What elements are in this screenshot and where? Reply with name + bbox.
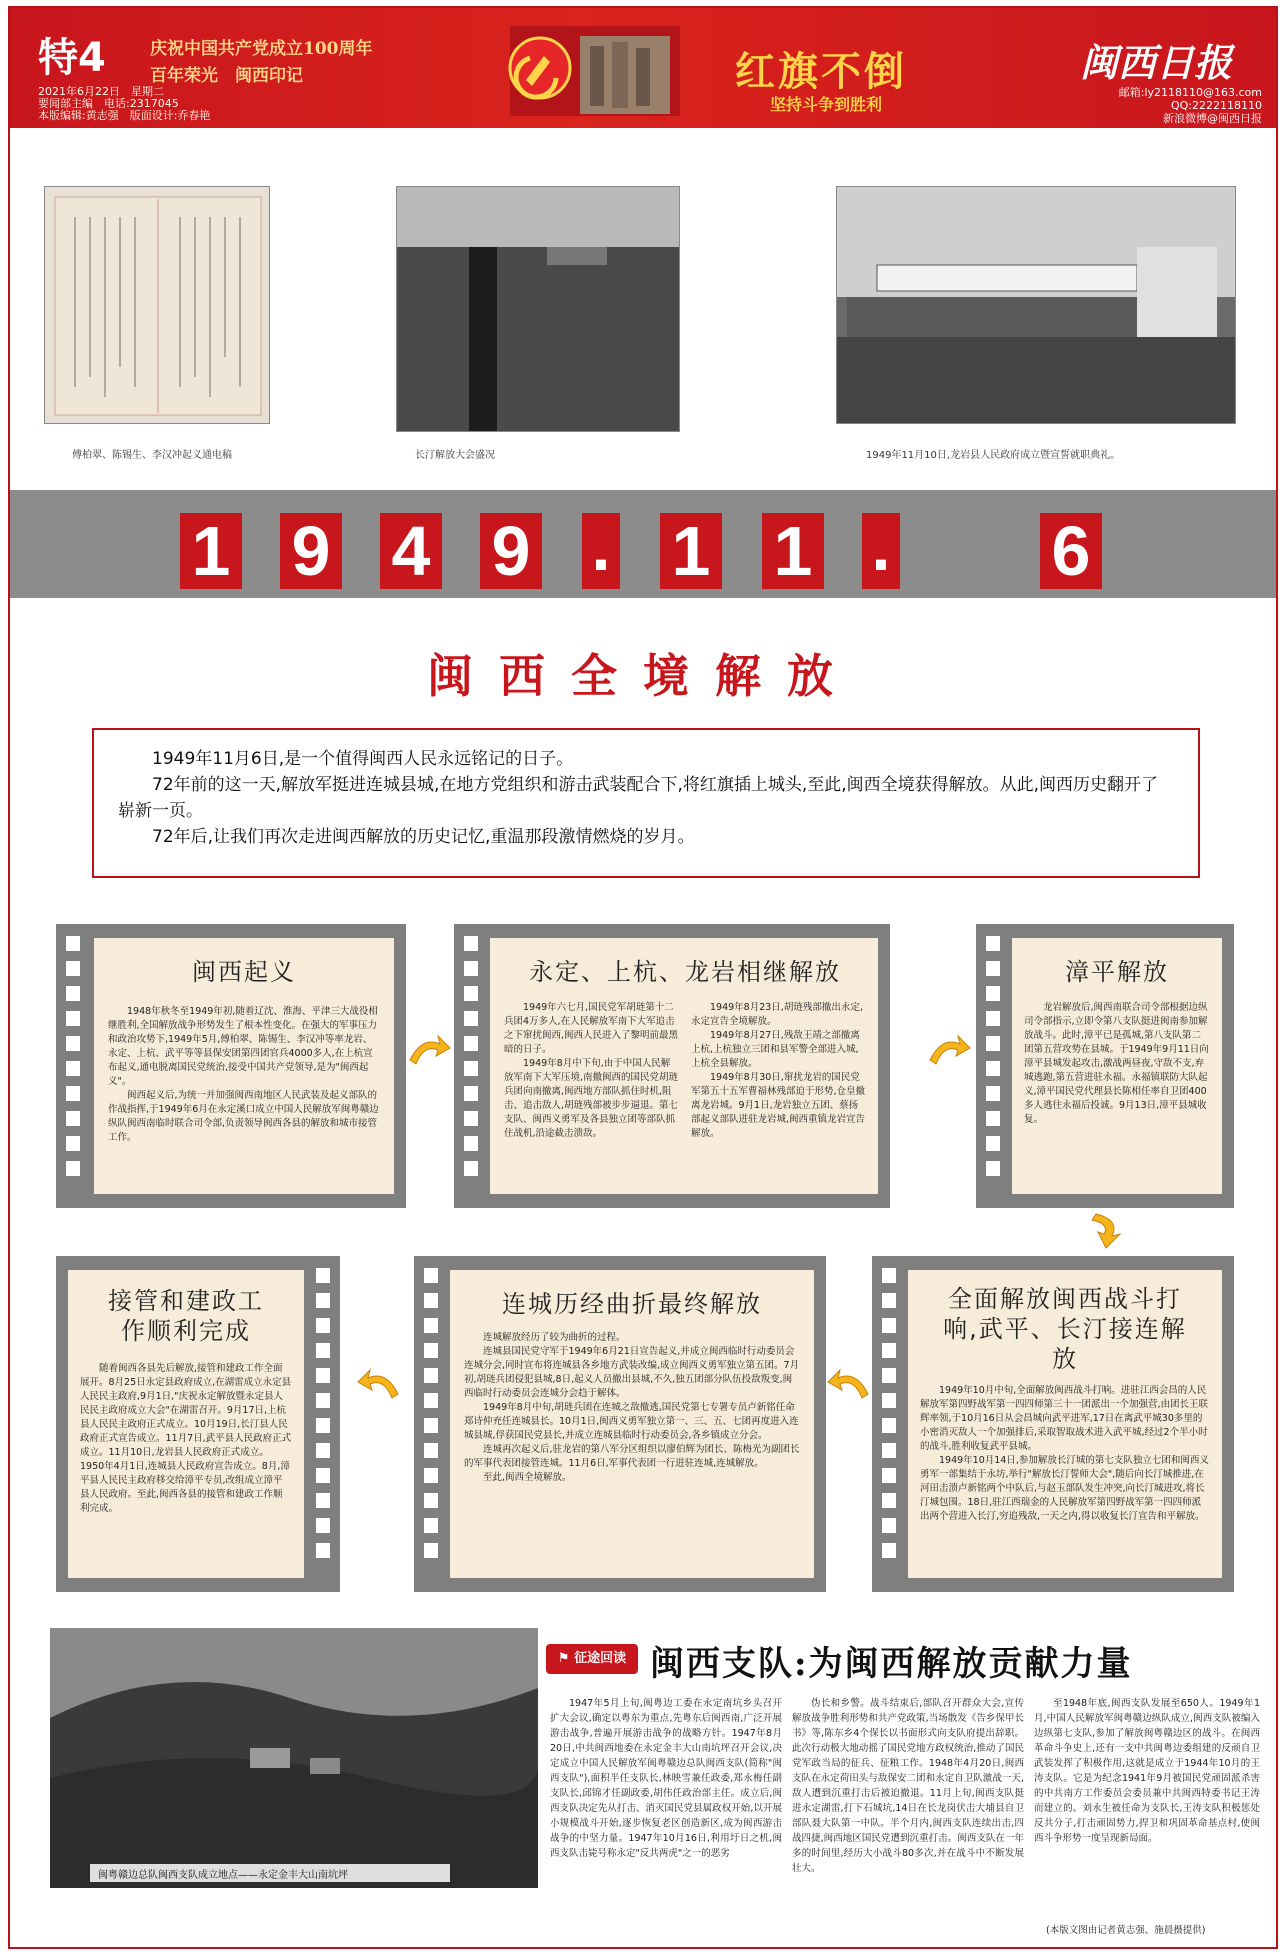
article-column-2: 伪长和乡警。战斗结束后,部队召开群众大会,宣传解放战争胜利形势和共产党政策,当场散发《告乡保甲长书》等,陈东乡4个保长以书面形式向支队府提出辞职。此次行动极大地动摇了国民党地方政权统治,推动了国民党军政当局的征兵、征粮工作。1948年4月20日,闽西支队在永定荷田头与敌保安二团和永定自卫队激战一天,敌人遭到沉重打击后被迫撤退。11月上旬,闽西支队挺进永定湖雷,打下石城坑,14日在长龙岗伏击大埔县自卫部队聂大队第一中队。半个月内,闽西支队连续出击,四战四捷,闽西地区国民党遭到沉重打击。闽西支队在一年多的时间里,经历大小战斗80多次,并在战斗中不断发展壮大。 bbox=[792, 1698, 1024, 1874]
photo-nankengping bbox=[50, 1628, 538, 1888]
document-image bbox=[45, 187, 270, 424]
qq: QQ:2222118110 bbox=[1170, 99, 1262, 112]
curved-arrow-right-icon bbox=[406, 1030, 452, 1070]
photo-credit: (本版文图由记者黄志强、施晨摄提供) bbox=[1046, 1925, 1206, 1936]
story-card bbox=[490, 938, 878, 1194]
mountain-village-image bbox=[50, 1628, 538, 1888]
article-column-3: 至1948年底,闽西支队发展至650人。1949年1月,中国人民解放军闽粤赣边纵队成立,闽西支队被编入边纵第七支队,参加了解放闽粤赣边区的战斗。在闽西革命斗争史上,还有一支中共闽粤边委组建的反顽自卫武装发挥了积极作用,这就是成立于1944年10月的王涛支队。它是为纪念1941年9月被国民党顽固派杀害的中共南方工作委员会委员兼中共闽西特委书记王涛而建立的。刘永生被任命为支队长,王涛支队积极惩处反共分子,打击顽固势力,捍卫和巩固革命基点村,使闽西斗争形势一度呈现新局面。 bbox=[1034, 1698, 1260, 1844]
intro-paragraph: 72年后,让我们再次走进闽西解放的历史记忆,重温那段激情燃烧的岁月。 bbox=[152, 827, 695, 847]
card-text: 1949年10月中旬,全面解放闽西战斗打响。进驻江西会昌的人民解放军第四野战军第一四四师第三十一团派出一个加强营,由团长王联辉率领,于10月16日从会昌城向武平进军,17日在离武平城30多里的小密消灭敌人一个加强排后,采取智取战术进入武平城,经过2个半小时的战斗,胜利收复武平县城。 bbox=[920, 1385, 1209, 1452]
photo-changting-rally bbox=[396, 186, 680, 432]
film-holes bbox=[986, 936, 1000, 1196]
card-text: 1949年8月30日,窜扰龙岩的国民党军第五十五军曹福林残部迫于形势,仓皇撤离龙岩城。9月1日,龙岩独立五团、蔡扬部起义部队进驻龙岩城,闽西重镇龙岩宣告解放。 bbox=[691, 1072, 866, 1139]
party-emblem-monument-icon bbox=[470, 16, 710, 120]
film-holes bbox=[424, 1268, 438, 1580]
masthead bbox=[10, 8, 1276, 128]
story-card bbox=[450, 1270, 814, 1578]
contact-info bbox=[1119, 86, 1262, 125]
title-line1: 庆祝中国共产党成立100周年 bbox=[150, 39, 373, 59]
issue-date: 2021年6月22日 星期二 bbox=[38, 85, 164, 98]
editor-line: 要闻部主编 电话:2317045 bbox=[38, 97, 179, 110]
date-digit: 9 bbox=[480, 513, 542, 589]
tag-label: 征途回读 bbox=[574, 1651, 627, 1666]
film-holes bbox=[316, 1268, 330, 1580]
photo-caption-3: 1949年11月10日,龙岩县人民政府成立暨宣誓就职典礼。 bbox=[866, 450, 1121, 461]
bottom-headline: 闽西支队:为闽西解放贡献力量 bbox=[650, 1644, 1133, 1684]
card-title: 全面解放闽西战斗打响,武平、长汀接连解放 bbox=[943, 1285, 1187, 1373]
curved-arrow-right-icon bbox=[926, 1030, 972, 1070]
intro-paragraph: 72年前的这一天,解放军挺进连城县城,在地方党组织和游击武装配合下,将红旗插上城头,至此,闽西全境获得解放。从此,闽西历史翻开了崭新一页。 bbox=[118, 775, 1159, 821]
section-tag bbox=[546, 1644, 638, 1674]
masthead-title bbox=[150, 34, 373, 86]
card-text: 闽西起义后,为统一并加强闽西南地区人民武装及起义部队的作战指挥,于1949年6月在永定溪口成立中国人民解放军闽粤赣边纵队闽西南临时联合司令部,负责领导闽西各县的解放和城市接管工作。 bbox=[108, 1090, 379, 1143]
sub-slogan: 坚持斗争到胜利 bbox=[770, 95, 883, 114]
newspaper-logo: 闽西日报 bbox=[1080, 40, 1233, 85]
film-frame-5 bbox=[414, 1256, 826, 1592]
story-card bbox=[94, 938, 394, 1194]
email: 邮箱:ly2118110@163.com bbox=[1118, 86, 1262, 99]
intro-paragraph: 1949年11月6日,是一个值得闽西人民永远铭记的日子。 bbox=[152, 749, 574, 769]
card-title: 闽西起义 bbox=[192, 958, 296, 986]
card-title: 连城历经曲折最终解放 bbox=[502, 1290, 762, 1318]
date-digit: 4 bbox=[380, 513, 442, 589]
date-dot: . bbox=[862, 513, 900, 589]
card-text: 连城县国民党守军于1949年6月21日宣告起义,并成立闽西临时行动委员会连城分会,同时宣布将连城县各乡地方武装改编,成立闽西义勇军独立第五团。7月初,胡琏兵团侵犯县城,8日,起义人员撤出县城,不久,独五团部分队伍投敌叛变,闽西临时行动委员会连城分会趋于解体。 bbox=[464, 1346, 800, 1399]
card-text: 连城解放经历了较为曲折的过程。 bbox=[483, 1332, 626, 1343]
party-flag-icon: ⚑ bbox=[557, 1651, 575, 1666]
card-text: 1949年8月中旬,胡琏兵团在连城之敌撤逃,国民党第七专署专员卢新铭任命郑诗仲充任连城县长。10月1日,闽西义勇军独立第一、三、五、七团再度进入连城县城,俘获国民党县长,并成立连城县临时行动委员会,各乡镇成立分会。 bbox=[464, 1402, 799, 1441]
page-number: 特4 bbox=[38, 35, 106, 81]
card-text: 1949年8月中下旬,由于中国人民解放军南下大军压境,南撤闽西的国民党胡琏兵团向南撤离,闽西地方部队抓住时机,阻击、追击敌人,胡琏残部被步步逼退。第七支队、闽西义勇军及各县独立团等部队抓住战机,沿途截击溃敌。 bbox=[504, 1058, 679, 1139]
slogan: 红旗不倒 bbox=[735, 49, 907, 95]
date-digit: 1 bbox=[660, 513, 722, 589]
story-card bbox=[1012, 938, 1222, 1194]
card-text: 1948年秋冬至1949年初,随着辽沈、淮海、平津三大战役相继胜利,全国解放战争形势发生了根本性变化。在强大的军事压力和政治攻势下,1949年5月,傅柏翠、陈锡生、李汉冲等率龙岩、永定、上杭、武平等等县保安团第四团官兵4000多人,在上杭宣布起义,通电脱离国民党统治,接受中国共产党领导,是为"闽西起义"。 bbox=[108, 1006, 378, 1087]
film-frame-6 bbox=[56, 1256, 340, 1592]
photo-caption-4: 闽粤赣边总队闽西支队成立地点——永定金丰大山南坑坪 bbox=[98, 1870, 348, 1881]
film-holes bbox=[464, 936, 478, 1196]
edition-meta bbox=[38, 86, 210, 122]
photo-longyan-ceremony bbox=[836, 186, 1236, 424]
card-title: 漳平解放 bbox=[1065, 958, 1169, 986]
card-text: 1949年六七月,国民党军胡琏第十二兵团4万多人,在人民解放军南下大军追击之下窜扰闽西,闽西人民进入了黎明前最黑暗的日子。 bbox=[504, 1002, 679, 1055]
card-text: 至此,闽西全境解放。 bbox=[483, 1472, 572, 1483]
card-text: 龙岩解放后,闽西南联合司令部根据边纵司令部指示,立即令第八支队挺进闽南参加解放战斗。此时,漳平已是孤城,第八支队第二团第五营攻势在县城。于1949年9月11日向漳平县城发起攻击,激战两昼夜,守敌不支,弃城逃跑,第五营进驻永福。永福镇联防大队起义,漳平国民党代理县长陈相任率自卫团400多人逃往永福后投诚。9月13日,漳平县城收复。 bbox=[1024, 1002, 1209, 1125]
card-title: 接管和建政工作顺利完成 bbox=[108, 1287, 264, 1345]
date-digit: 9 bbox=[280, 513, 342, 589]
title-line2: 百年荣光 闽西印记 bbox=[150, 66, 303, 86]
article-column-1: 1947年5月上旬,闽粤边工委在永定南坑乡头召开扩大会议,确定以粤东为重点,先粤东后闽西南,广泛开展游击战争,普遍开展游击战争的战略方针。1947年8月20日,中共闽西地委在永定金丰大山南坑坪召开会议,决定成立中国人民解放军闽粤赣边总队闽西支队(简称"闽西支队"),面积半任支队长,林映雪兼任政委,郑永梅任副支队长,邱锦才任副政委,胡伟任政治部主任。成立后,闽西支队决定先从打击、消灭国民党县属政权开始,以开展小规模战斗开始,逐步恢复老区创造新区,成为闽西游击战争的中坚力量。1947年10月16日,利用圩日之机,闽西支队击毙号称永定"反共两虎"之一的恶劣 bbox=[550, 1698, 782, 1859]
card-text: 1949年8月27日,残敌王靖之部撤离上杭,上杭独立三团和县军警全部进入城,上杭全县解放。 bbox=[691, 1030, 860, 1069]
story-card bbox=[68, 1270, 304, 1578]
photo-caption-2: 长汀解放大会盛况 bbox=[415, 450, 495, 461]
film-frame-2 bbox=[454, 924, 890, 1208]
date-digit: 6 bbox=[1040, 513, 1102, 589]
main-headline: 闽西全境解放 bbox=[427, 649, 859, 703]
crowd-image bbox=[397, 187, 680, 432]
card-text: 随着闽西各县先后解放,接管和建政工作全面展开。8月25日永定县政府成立,在湖雷成立永定县人民民主政府,9月1日,"庆祝永定解放暨永定县人民民主政府成立大会"在湖雷召开。9月17日,上杭县人民民主政府正式成立。10月19日,长汀县人民政府正式宣告成立。11月7日,武平县人民政府正式成立。11月10日,龙岩县人民政府正式成立。1950年4月1日,连城县人民政府宣告成立。8月,漳平县人民民主政府移交给漳平专员,改组成立漳平县人民政府。至此,闽西各县的接管和建政工作顺利完成。 bbox=[80, 1363, 292, 1514]
film-frame-1 bbox=[56, 924, 406, 1208]
ceremony-image bbox=[837, 187, 1236, 424]
card-text: 1949年8月23日,胡琏残部撤出永定,永定宣告全境解放。 bbox=[691, 1002, 863, 1027]
film-holes bbox=[882, 1268, 896, 1580]
photo-caption-1: 傅柏翠、陈锡生、李汉冲起义通电稿 bbox=[72, 450, 232, 461]
design-line: 本版编辑:黄志强 版面设计:乔春艳 bbox=[38, 109, 211, 122]
film-frame-4 bbox=[872, 1256, 1234, 1592]
intro-box bbox=[92, 728, 1200, 878]
photo-telegram-document bbox=[44, 186, 270, 424]
newspaper-page bbox=[8, 6, 1278, 1949]
film-holes bbox=[66, 936, 80, 1196]
card-title: 永定、上杭、龙岩相继解放 bbox=[529, 958, 841, 986]
curved-arrow-left-icon bbox=[826, 1364, 872, 1404]
date-digit: 1 bbox=[762, 513, 824, 589]
card-text: 1949年10月14日,参加解放长汀城的第七支队独立七团和闽西义勇军一部集结于永坊,举行"解放长汀誓师大会",随后向长汀城推进,在河田击溃卢新铭两个中队后,与赵玉部队发生冲突,向长汀城进攻,将长汀城包围。18日,驻江西瑞金的人民解放军第四野战军第一四四师派出两个营进入长汀,穷追残敌,一天之内,得以收复长汀宣告和平解放。 bbox=[920, 1455, 1209, 1522]
curved-arrow-down-icon bbox=[1084, 1210, 1130, 1250]
date-dot: . bbox=[582, 513, 620, 589]
weibo: 新浪微博@闽西日报 bbox=[1163, 112, 1262, 125]
card-text: 连城再次起义后,驻龙岩的第八军分区组织以廖伯辉为团长、陈梅光为副团长的军事代表团接管连城。11月6日,军事代表团一行进驻连城,连城解放。 bbox=[464, 1444, 800, 1469]
date-digit: 1 bbox=[180, 513, 242, 589]
story-card bbox=[908, 1270, 1222, 1578]
film-frame-3 bbox=[976, 924, 1234, 1208]
curved-arrow-left-icon bbox=[356, 1364, 402, 1404]
